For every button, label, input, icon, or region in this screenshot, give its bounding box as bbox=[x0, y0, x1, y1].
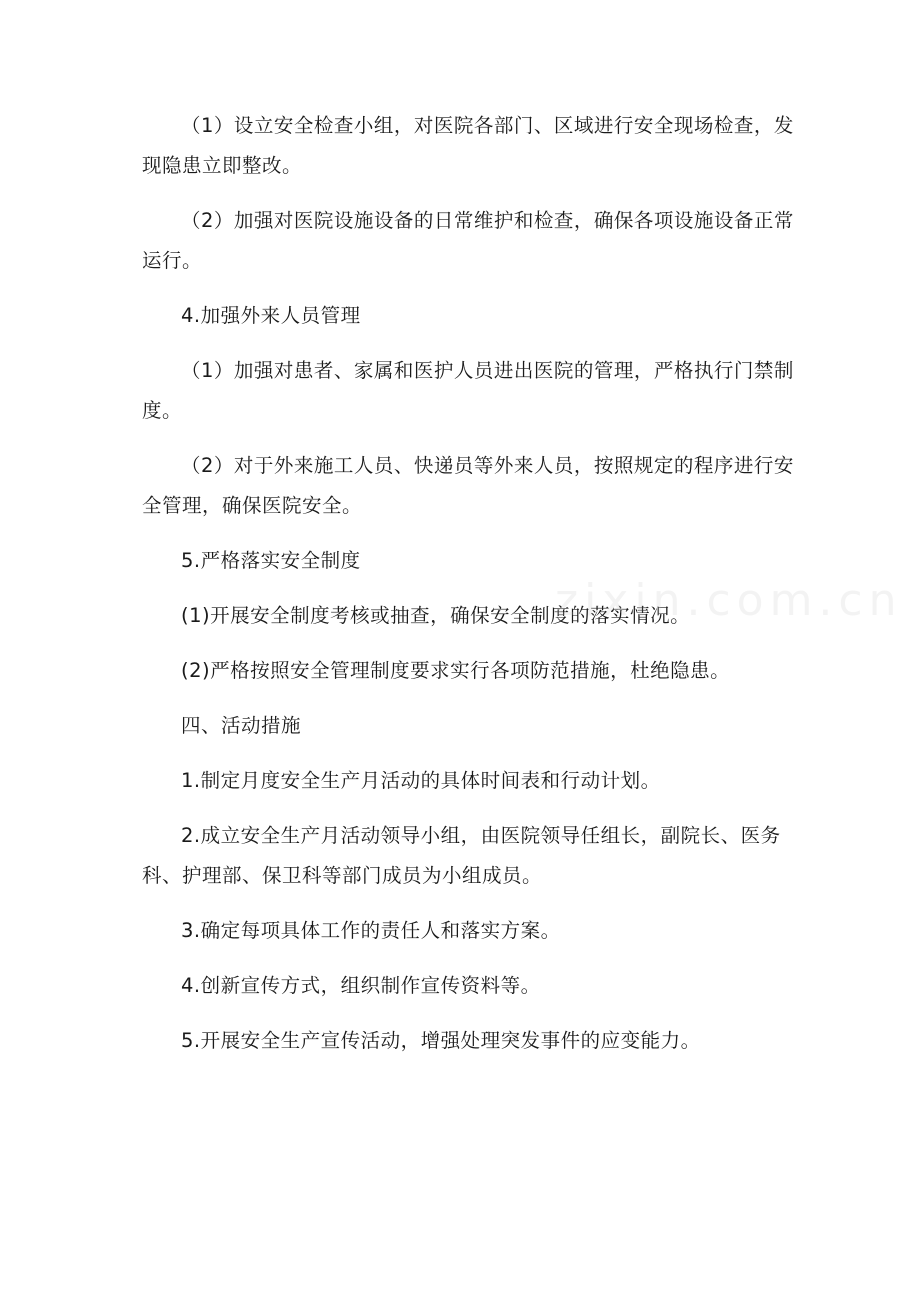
document-body bbox=[142, 106, 802, 1076]
measure-item-1: 1.制定月度安全生产月活动的具体时间表和行动计划。 bbox=[181, 769, 661, 792]
section-heading-4: 4.加强外来人员管理 bbox=[181, 304, 361, 327]
paragraph-2: （2）加强对医院设施设备的日常维护和检查，确保各项设施设备正常运行。 bbox=[142, 209, 794, 272]
paragraph-3: （1）加强对患者、家属和医护人员进出医院的管理，严格执行门禁制度。 bbox=[142, 359, 794, 422]
paragraph-1: （1）设立安全检查小组，对医院各部门、区域进行安全现场检查，发现隐患立即整改。 bbox=[142, 114, 794, 177]
paragraph-4: （2）对于外来施工人员、快递员等外来人员，按照规定的程序进行安全管理，确保医院安全。 bbox=[142, 454, 794, 517]
paragraph-5: (1)开展安全制度考核或抽查，确保安全制度的落实情况。 bbox=[181, 604, 691, 627]
section-heading-four: 四、活动措施 bbox=[181, 714, 302, 737]
section-heading-5: 5.严格落实安全制度 bbox=[181, 549, 361, 572]
watermark: zixin.com.cn bbox=[555, 575, 903, 626]
measure-item-3: 3.确定每项具体工作的责任人和落实方案。 bbox=[181, 919, 561, 942]
measure-item-2: 2.成立安全生产月活动领导小组，由医院领导任组长，副院长、医务科、护理部、保卫科等部门成员为小组成员。 bbox=[142, 824, 781, 887]
measure-item-4: 4.创新宣传方式，组织制作宣传资料等。 bbox=[181, 974, 541, 997]
paragraph-6: (2)严格按照安全管理制度要求实行各项防范措施，杜绝隐患。 bbox=[181, 659, 731, 682]
measure-item-5: 5.开展安全生产宣传活动，增强处理突发事件的应变能力。 bbox=[181, 1029, 701, 1052]
